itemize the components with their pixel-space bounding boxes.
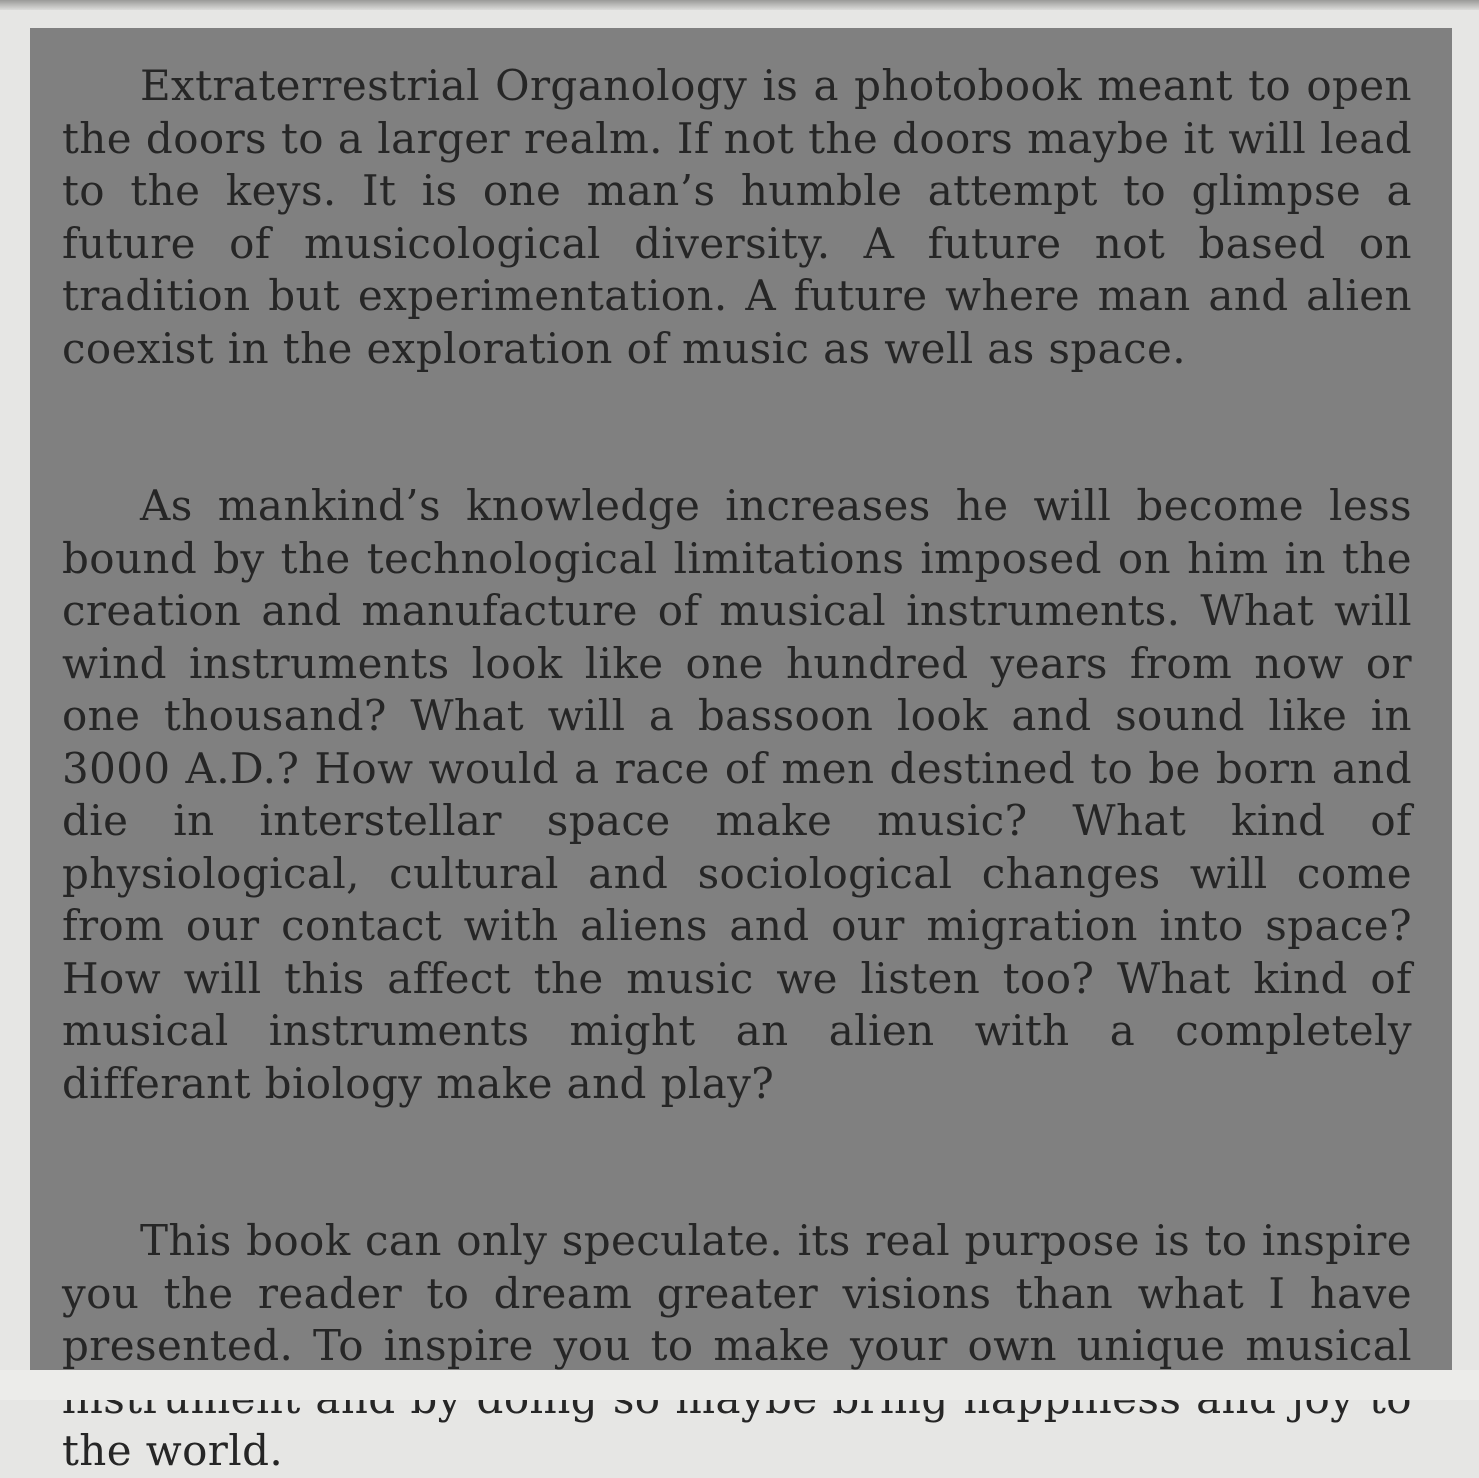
paragraph-questions: As mankind’s knowledge increases he will become less bound by the technological limitations imposed on him in the creation and manufacture of musical instruments. What will wind instruments look like one hundred years from now or one thousand? What will a bassoon look and sound like in 3000 A.D.? How would a race of men destined to be born and die in interstellar space make music? What kind of physiological, cultural and sociological changes will come from our contact with aliens and our migration into space? How will this affect the music we listen too? What kind of musical instruments might an alien with a completely differant biology make and play?	[62, 481, 1412, 1108]
text-panel	[30, 28, 1452, 1475]
page-top-edge	[0, 0, 1479, 10]
paragraph-purpose: This book can only speculate. its real purpose is to inspire you the reader to dream greater visions than what I have presented. To inspire you to make your own unique musical the world.	[62, 1216, 1412, 1475]
page-bottom-edge	[0, 1370, 1479, 1400]
paragraph-intro: Extraterrestrial Organology is a photobook meant to open the doors to a larger realm. If not the doors maybe it will lead to the keys. It is one man’s humble attempt to glimpse a future of musicological diversity. A future not based on tradition but experimentation. A future where man and alien coexist in the exploration of music as well as space.	[62, 61, 1412, 373]
